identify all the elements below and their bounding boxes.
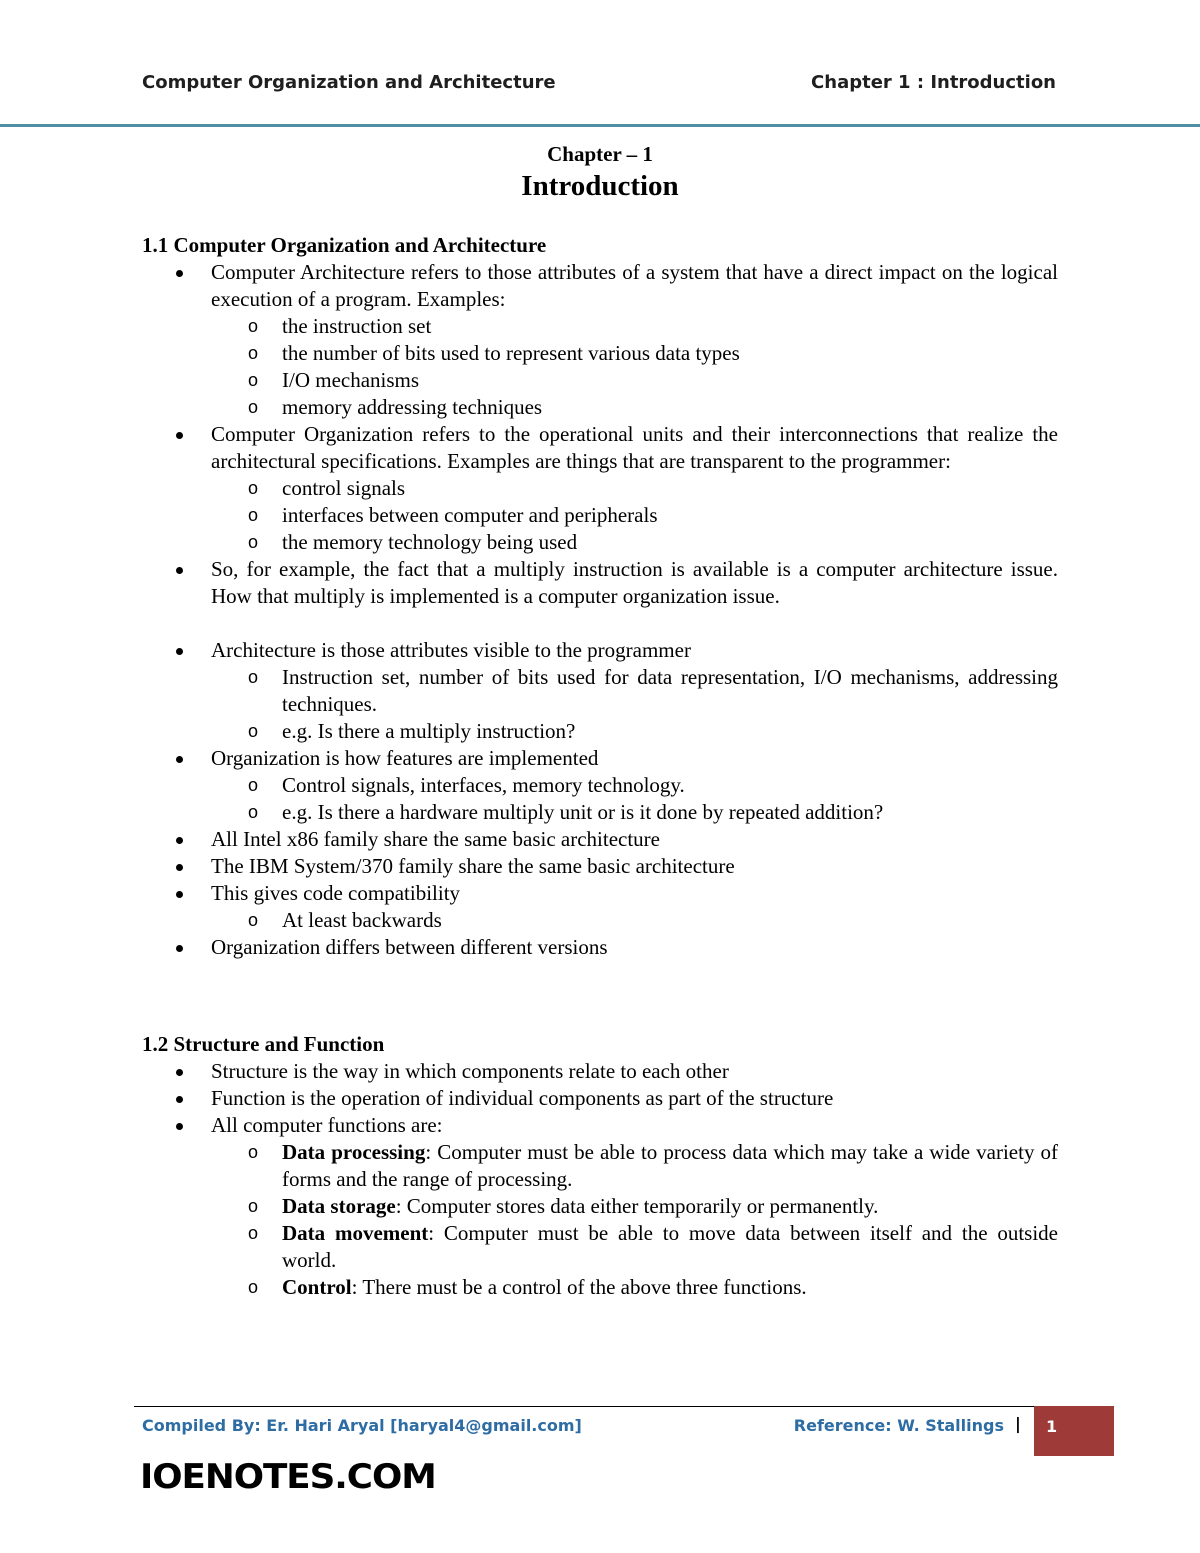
header-course-title: Computer Organization and Architecture xyxy=(142,72,556,93)
page-number-badge xyxy=(1034,1406,1114,1456)
function-term: Data storage xyxy=(282,1194,396,1218)
chapter-label: Chapter – 1 xyxy=(547,142,653,166)
section-title: 1.2 Structure and Function xyxy=(142,1032,385,1056)
list-item-text: All computer functions are: xyxy=(211,1113,443,1137)
list-item-text: This gives code compatibility xyxy=(211,881,461,905)
function-term: Control xyxy=(282,1275,352,1299)
list-item-text: Computer Architecture refers to those attributes of a system that have a direct impact on the logical execution of a program. Examples: xyxy=(211,260,1058,311)
running-header xyxy=(142,72,1056,93)
list-item xyxy=(142,745,1058,826)
function-desc: : Computer must be able to process data which may take a wide variety of forms and the range of processing. xyxy=(282,1140,1058,1191)
ioenotes-logo: IOENOTES.COM xyxy=(140,1457,436,1497)
sub-list-item: o e.g. Is there a hardware multiply unit or is it done by repeated addition? xyxy=(211,799,1058,826)
section-title: 1.1 Computer Organization and Architecture xyxy=(142,233,547,257)
bullet-list xyxy=(142,259,1058,610)
sub-list-item: o e.g. Is there a multiply instruction? xyxy=(211,718,1058,745)
list-item xyxy=(142,637,1058,745)
chapter-title: Introduction xyxy=(521,170,679,202)
list-item: Organization differs between different versions xyxy=(142,934,1058,961)
section-1 xyxy=(142,232,1058,961)
sub-list-item: o Instruction set, number of bits used for data representation, I/O mechanisms, addressing techniques. xyxy=(211,664,1058,718)
function-term: Data processing xyxy=(282,1140,426,1164)
footer-compiled-by: Compiled By: Er. Hari Aryal [haryal4@gmail.com] xyxy=(142,1416,582,1435)
header-chapter: Chapter 1 : Introduction xyxy=(811,72,1056,93)
bullet-list xyxy=(142,1058,1058,1301)
list-item xyxy=(142,259,1058,421)
sub-list-item: o Control signals, interfaces, memory technology. xyxy=(211,772,1058,799)
sub-list-item: o interfaces between computer and peripherals xyxy=(211,502,1058,529)
sub-list-item xyxy=(211,1274,1058,1301)
sub-list-item xyxy=(211,1139,1058,1193)
list-item-text: Organization is how features are implemented xyxy=(211,746,599,770)
page-number: 1 xyxy=(1046,1417,1058,1436)
list-item-text: Architecture is those attributes visible to the programmer xyxy=(211,638,691,662)
section-2 xyxy=(142,1031,1058,1301)
list-item: Structure is the way in which components relate to each other xyxy=(142,1058,1058,1085)
sub-list-item: o I/O mechanisms xyxy=(211,367,1058,394)
footer-divider xyxy=(134,1406,1114,1407)
list-item xyxy=(142,421,1058,556)
function-desc: : Computer must be able to move data between itself and the outside world. xyxy=(282,1221,1058,1272)
footer-separator: | xyxy=(1015,1414,1021,1433)
list-item-text: Computer Organization refers to the operational units and their interconnections that realize the architectural specifications. Examples are things that are transparent to the programmer: xyxy=(211,422,1058,473)
sub-list xyxy=(211,475,1058,556)
list-item xyxy=(142,880,1058,934)
sub-list-item: o At least backwards xyxy=(211,907,1058,934)
sub-list-item: o the memory technology being used xyxy=(211,529,1058,556)
sub-list xyxy=(211,313,1058,421)
sub-list xyxy=(211,1139,1058,1301)
function-desc: : Computer stores data either temporarily or permanently. xyxy=(395,1194,879,1218)
list-item: So, for example, the fact that a multiply instruction is available is a computer architecture issue. How that multiply is implemented is a computer organization issue. xyxy=(142,556,1058,610)
list-item: All Intel x86 family share the same basic architecture xyxy=(142,826,1058,853)
footer-reference: Reference: W. Stallings xyxy=(793,1416,1004,1435)
sub-list xyxy=(211,907,1058,934)
sub-list xyxy=(211,664,1058,745)
sub-list-item: o memory addressing techniques xyxy=(211,394,1058,421)
sub-list-item xyxy=(211,1220,1058,1274)
list-item xyxy=(142,1112,1058,1301)
function-term: Data movement xyxy=(282,1221,429,1245)
sub-list xyxy=(211,772,1058,826)
sub-list-item: o control signals xyxy=(211,475,1058,502)
function-desc: : There must be a control of the above three functions. xyxy=(351,1275,807,1299)
bullet-list xyxy=(142,637,1058,961)
sub-list-item: o the number of bits used to represent various data types xyxy=(211,340,1058,367)
list-item: The IBM System/370 family share the same basic architecture xyxy=(142,853,1058,880)
header-divider xyxy=(0,124,1200,127)
sub-list-item: o the instruction set xyxy=(211,313,1058,340)
list-item: Function is the operation of individual components as part of the structure xyxy=(142,1085,1058,1112)
sub-list-item xyxy=(211,1193,1058,1220)
spacer xyxy=(142,610,1058,637)
